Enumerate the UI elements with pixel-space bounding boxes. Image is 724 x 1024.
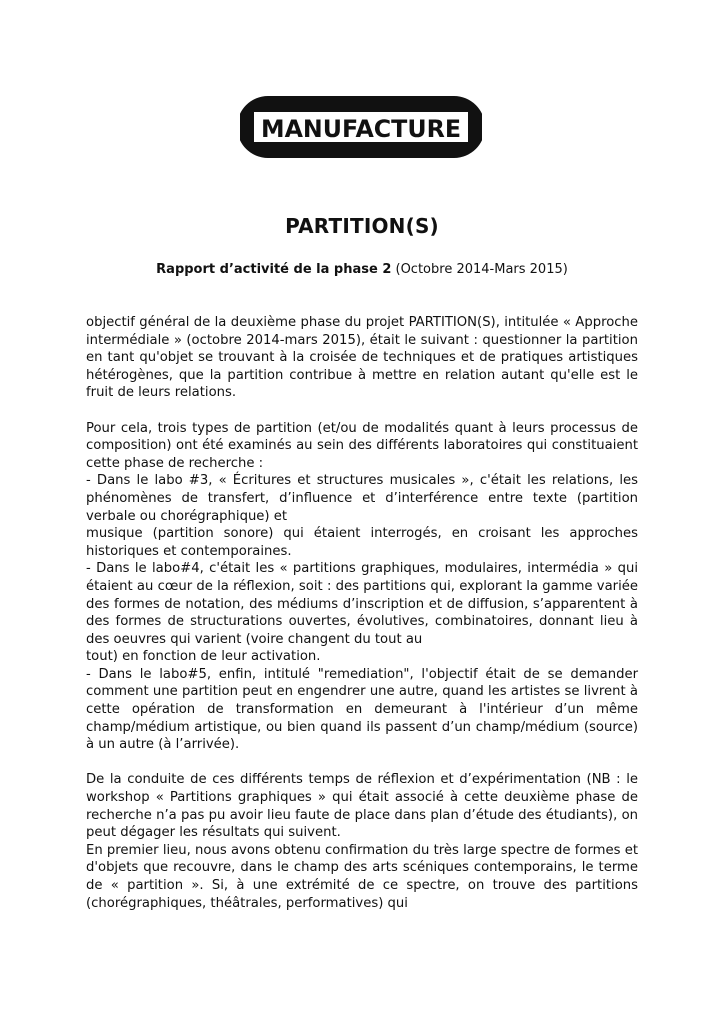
- logo-text: MANUFACTURE: [261, 115, 461, 143]
- subtitle-bold: Rapport d’activité de la phase 2: [156, 262, 392, 277]
- paragraph: Pour cela, trois types de partition (et/ou de modalités quant à leurs processus de composition) ont été examinés au sein des différents laboratoires qui constituaient cette phase de recherche :: [86, 420, 638, 471]
- paragraph: - Dans le labo #3, « Écritures et structures musicales », c'était les relations, les phénomènes de transfert, d’influence et d’interférence entre texte (partition verbale ou chorégraphique) et: [86, 473, 638, 524]
- subtitle-dates: (Octobre 2014-Mars 2015): [391, 262, 568, 277]
- document-title: PARTITION(S): [285, 214, 439, 238]
- document-subtitle: [0, 262, 724, 277]
- manufacture-logo: [240, 92, 482, 162]
- paragraph: En premier lieu, nous avons obtenu confirmation du très large spectre de formes et d'objets que recouvre, dans le champ des arts scéniques contemporains, le terme de « partition ». Si, à une extrémité de ce spectre, on trouve des partitions (chorégraphiques, théâtrales, performatives) qui: [86, 842, 638, 911]
- paragraph: musique (partition sonore) qui étaient interrogés, en croisant les approches historiques et contemporaines.: [86, 526, 638, 559]
- paragraph: De la conduite de ces différents temps de réflexion et d’expérimentation (NB : le workshop « Partitions graphiques » qui était associé à cette deuxième phase de recherche n’a pas pu avoir lieu faute de place dans plan d’étude des étudiants), on peut dégager les résultats qui suivent.: [86, 772, 638, 841]
- paragraph: - Dans le labo#4, c'était les « partitions graphiques, modulaires, intermédia » qui étaient au cœur de la réflexion, soit : des partitions qui, explorant la gamme variée des formes de notation, des médiums d’inscription et de diffusion, s’apparentent à des formes de structurations ouvertes, évolutives, combinatoires, donnant lieu à des oeuvres qui varient (voire changent du tout au: [86, 561, 638, 647]
- document-body: [86, 314, 638, 912]
- logo-emblem: [240, 92, 482, 162]
- paragraph-spacer: [86, 402, 638, 420]
- paragraph: objectif général de la deuxième phase du projet PARTITION(S), intitulée « Approche intermédiale » (octobre 2014-mars 2015), était le suivant : questionner la partition en tant qu'objet se trouvant à la croisée de techniques et de pratiques artistiques hétérogènes, que la partition contribue à mettre en relation autant qu'elle est le fruit de leurs relations.: [86, 315, 638, 401]
- paragraph: - Dans le labo#5, enfin, intitulé "remediation", l'objectif était de se demander comment une partition peut en engendrer une autre, quand les artistes se livrent à cette opération de transformation en demeurant à l'intérieur d’un même champ/médium artistique, ou bien quand ils passent d’un champ/médium (source) à un autre (à l’arrivée).: [86, 666, 638, 753]
- paragraph-spacer: [86, 754, 638, 772]
- paragraph: tout) en fonction de leur activation.: [86, 649, 321, 665]
